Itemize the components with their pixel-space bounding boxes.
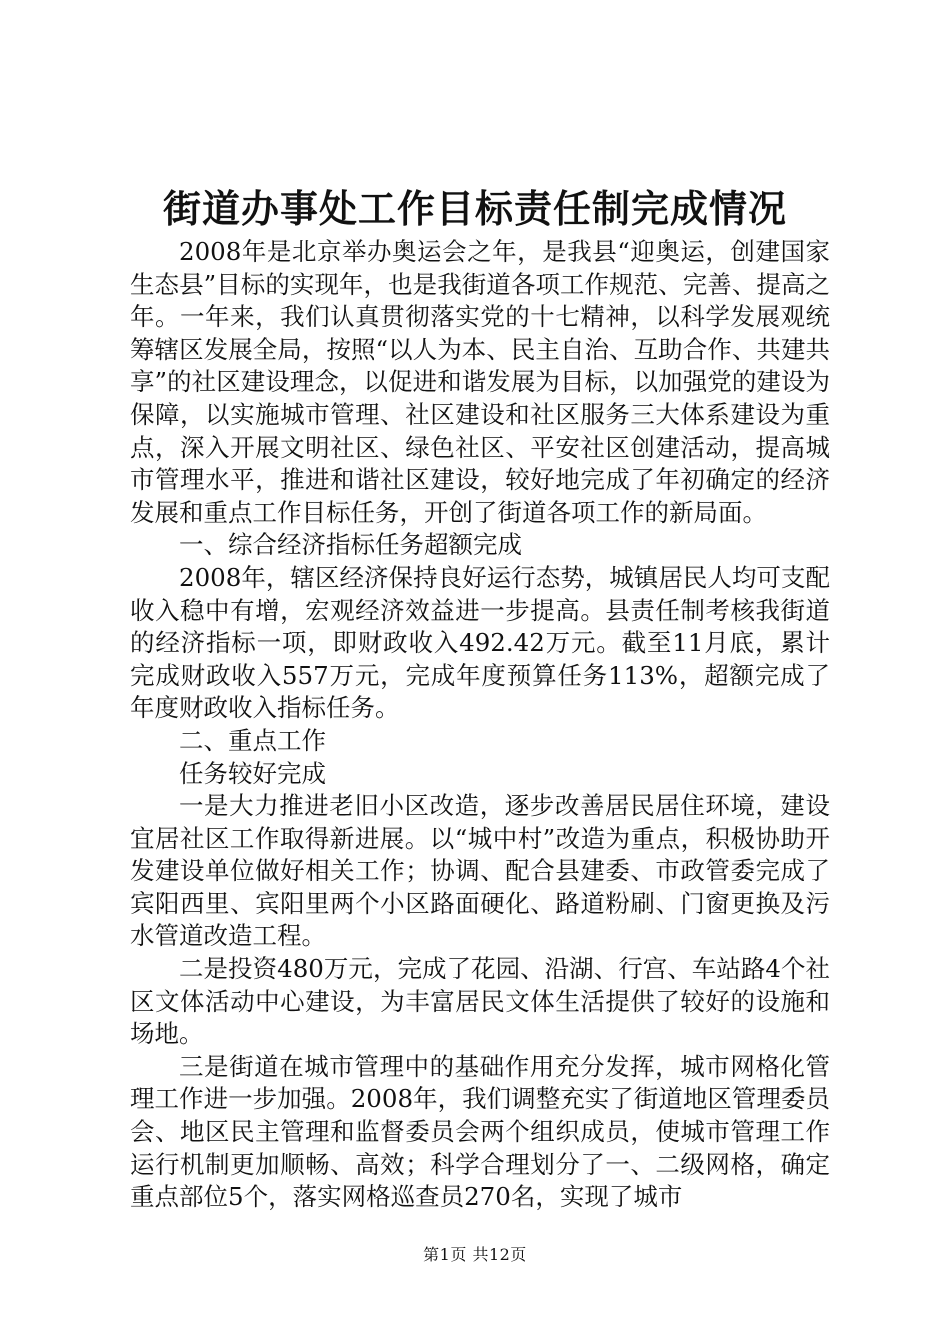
task-paragraph-2: 二是投资480万元，完成了花园、沿湖、行宫、车站路4个社区文体活动中心建设，为丰富居民文体生活提供了较好的设施和场地。 [130, 954, 830, 1049]
document-body [130, 236, 830, 1214]
economy-paragraph: 2008年，辖区经济保持良好运行态势，城镇居民人均可支配收入稳中有增，宏观经济效益进一步提高。县责任制考核我街道的经济指标一项，即财政收入492.42万元。截至11月底，累计完成财政收入557万元，完成年度预算任务113%，超额完成了年度财政收入指标任务。 [130, 562, 830, 723]
task-paragraph-1: 一是大力推进老旧小区改造，逐步改善居民居住环境，建设宜居社区工作取得新进展。以“城中村”改造为重点，积极协助开发建设单位做好相关工作；协调、配合县建委、市政管委完成了宾阳西里、宾阳里两个小区路面硬化、路道粉刷、门窗更换及污水管道改造工程。 [130, 791, 830, 951]
task-paragraph-3: 三是街道在城市管理中的基础作用充分发挥，城市网格化管理工作进一步加强。2008年，我们调整充实了街道地区管理委员会、地区民主管理和监督委员会两个组织成员，使城市管理工作运行机制更加顺畅、高效；科学合理划分了一、二级网格，确定重点部位5个，落实网格巡查员270名，实现了城市 [130, 1051, 830, 1212]
page-number-footer: 第1页 共12页 [423, 1245, 527, 1264]
intro-paragraph: 2008年是北京举办奥运会之年，是我县“迎奥运，创建国家生态县”目标的实现年，也是我街道各项工作规范、完善、提高之年。一年来，我们认真贯彻落实党的十七精神，以科学发展观统筹辖区发展全局，按照“以人为本、民主自治、互助合作、共建共享”的社区建设理念，以促进和谐发展为目标，以加强党的建设为保障，以实施城市管理、社区建设和社区服务三大体系建设为重点，深入开展文明社区、绿色社区、平安社区创建活动，提高城市管理水平，推进和谐社区建设，较好地完成了年初确定的经济发展和重点工作目标任务，开创了街道各项工作的新局面。 [130, 237, 830, 527]
section-heading-2: 二、重点工作 [179, 725, 326, 755]
section-subheading: 任务较好完成 [179, 758, 326, 788]
document-title: 街道办事处工作目标责任制完成情况 [162, 186, 787, 231]
section-heading-1: 一、综合经济指标任务超额完成 [179, 530, 522, 560]
